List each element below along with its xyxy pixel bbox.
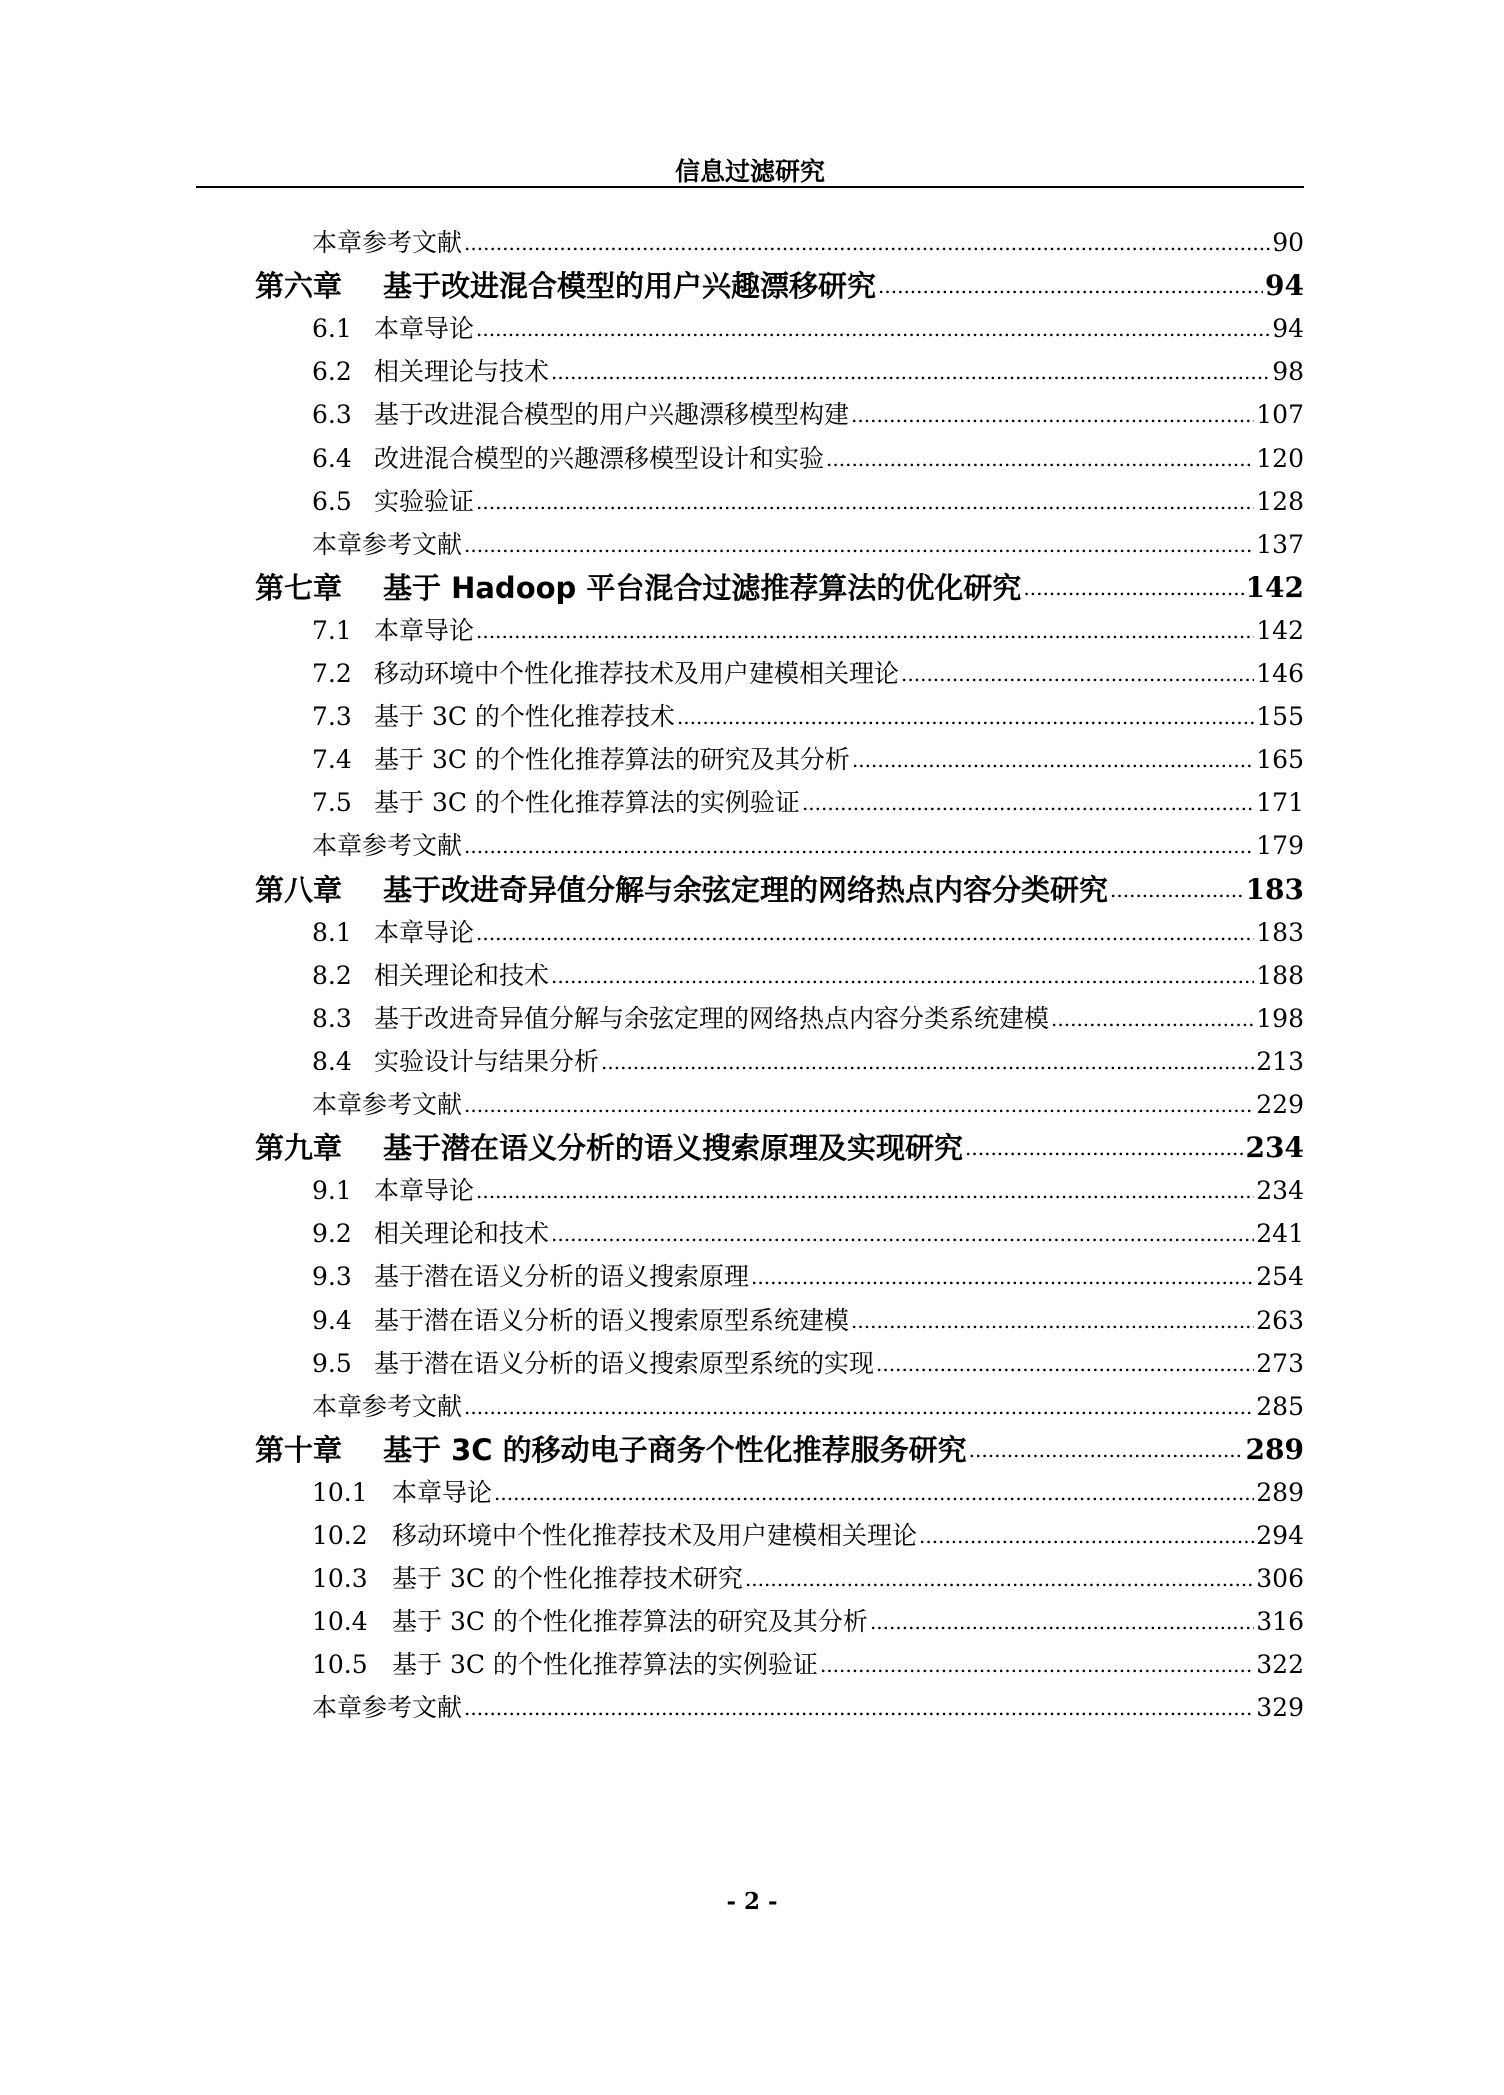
- toc-entry-title: 基于 3C 的个性化推荐技术研究: [392, 1564, 743, 1594]
- toc-leader-dots: [464, 1088, 1254, 1122]
- toc-entry-page: 155: [1256, 702, 1304, 732]
- toc-section-entry[interactable]: [312, 737, 1304, 777]
- toc-section-entry[interactable]: [312, 651, 1304, 691]
- toc-entry-title: 移动环境中个性化推荐技术及用户建模相关理论: [392, 1521, 918, 1550]
- toc-section-entry[interactable]: [312, 1211, 1304, 1251]
- toc-section-entry[interactable]: [312, 780, 1304, 820]
- toc-entry-page: 90: [1272, 228, 1304, 257]
- toc-leader-dots: [601, 1045, 1254, 1079]
- toc-leader-dots: [476, 614, 1254, 648]
- toc-entry-number: 9.5: [312, 1348, 352, 1378]
- toc-section-entry[interactable]: [312, 1556, 1304, 1596]
- toc-entry-number: 9.1: [312, 1176, 352, 1206]
- toc-leader-dots: [476, 916, 1254, 950]
- toc-entry-title: 基于 3C 的个性化推荐算法的实例验证: [392, 1650, 818, 1680]
- toc-section-entry[interactable]: [312, 694, 1304, 734]
- toc-entry-number: 7.3: [312, 702, 352, 732]
- toc-section-entry[interactable]: [312, 996, 1304, 1036]
- toc-entry-title: 相关理论和技术: [374, 960, 550, 990]
- toc-entry-number: 9.4: [312, 1305, 352, 1335]
- toc-section-entry[interactable]: [312, 1254, 1304, 1294]
- toc-entry-page: 322: [1256, 1650, 1304, 1680]
- toc-entry-page: 234: [1256, 1176, 1304, 1206]
- toc-entry-page: 294: [1256, 1521, 1304, 1550]
- toc-entry-title: 本章导论: [374, 917, 475, 947]
- toc-entry-page: 165: [1256, 745, 1304, 775]
- toc-entry-page: 137: [1256, 529, 1304, 559]
- toc-entry-page: 289: [1245, 1432, 1304, 1466]
- toc-entry-page: 183: [1256, 917, 1304, 947]
- toc-leader-dots: [551, 1217, 1254, 1251]
- toc-entry-title: 基于 3C 的个性化推荐技术: [374, 702, 675, 732]
- toc-leader-dots: [965, 1131, 1244, 1165]
- toc-entry-number: 6.4: [312, 443, 352, 473]
- toc-chapter-entry[interactable]: [255, 867, 1304, 907]
- toc-leader-dots: [677, 700, 1254, 734]
- toc-entry-title: 基于 Hadoop 平台混合过滤推荐算法的优化研究: [383, 570, 1022, 605]
- toc-entry-title: 相关理论和技术: [374, 1219, 550, 1249]
- toc-entry-page: 229: [1256, 1090, 1304, 1119]
- toc-entry-title: 基于 3C 的个性化推荐算法的实例验证: [374, 788, 800, 818]
- toc-entry-title: 基于改进奇异值分解与余弦定理的网络热点内容分类系统建模: [374, 1003, 1050, 1033]
- toc-entry-title: 本章参考文献: [312, 228, 463, 257]
- toc-entry-number: 6.5: [312, 486, 352, 516]
- toc-entry-number: 8.4: [312, 1046, 352, 1076]
- toc-entry-number: 6.3: [312, 400, 352, 430]
- toc-entry-number: 第九章: [255, 1131, 343, 1166]
- toc-entry-page: 179: [1256, 831, 1304, 861]
- toc-chapter-entry[interactable]: [255, 263, 1304, 303]
- header-rule: [196, 186, 1304, 188]
- toc-leader-dots: [851, 398, 1254, 432]
- toc-leader-dots: [464, 226, 1270, 260]
- toc-entry-title: 实验验证: [374, 486, 475, 516]
- toc-entry-number: 10.1: [312, 1477, 368, 1507]
- toc-entry-number: 8.1: [312, 917, 352, 947]
- toc-entry-page: 273: [1256, 1348, 1304, 1378]
- toc-section-entry[interactable]: [312, 392, 1304, 432]
- toc-entry-title: 基于改进奇异值分解与余弦定理的网络热点内容分类研究: [383, 872, 1109, 907]
- toc-entry-page: 213: [1256, 1046, 1304, 1076]
- toc-entry-page: 142: [1245, 570, 1304, 604]
- toc-leader-dots: [476, 312, 1270, 346]
- toc-entry-number: 9.2: [312, 1219, 352, 1249]
- toc-leader-dots: [901, 657, 1254, 691]
- toc-entry-number: 第八章: [255, 872, 343, 907]
- toc-section-entry[interactable]: [312, 953, 1304, 993]
- toc-entry-title: 基于 3C 的个性化推荐算法的研究及其分析: [392, 1607, 868, 1637]
- toc-section-entry[interactable]: [312, 608, 1304, 648]
- toc-leader-dots: [1051, 1002, 1254, 1036]
- toc-section-entry[interactable]: [312, 436, 1304, 476]
- toc-leader-dots: [464, 1691, 1254, 1725]
- toc-entry-title: 本章参考文献: [312, 1391, 463, 1421]
- toc-entry-title: 基于 3C 的移动电子商务个性化推荐服务研究: [383, 1432, 967, 1467]
- toc-leader-dots: [476, 485, 1254, 519]
- toc-entry-page: 198: [1256, 1003, 1304, 1033]
- toc-leader-dots: [1110, 873, 1244, 907]
- toc-entry-number: 第六章: [255, 269, 343, 304]
- toc-entry-title: 改进混合模型的兴趣漂移模型设计和实验: [374, 443, 825, 473]
- toc-entry-page: 128: [1256, 486, 1304, 516]
- toc-section-entry[interactable]: [312, 349, 1304, 389]
- toc-leader-dots: [745, 1562, 1254, 1596]
- toc-references-entry[interactable]: [312, 220, 1304, 260]
- toc-entry-page: 120: [1256, 443, 1304, 473]
- toc-references-entry[interactable]: [312, 1082, 1304, 1122]
- toc-section-entry[interactable]: [312, 1642, 1304, 1682]
- toc-entry-page: 188: [1256, 960, 1304, 990]
- toc-entry-title: 本章导论: [374, 1176, 475, 1206]
- toc-section-entry[interactable]: [312, 1298, 1304, 1338]
- toc-entry-number: 6.2: [312, 357, 352, 387]
- toc-entry-number: 9.3: [312, 1262, 352, 1292]
- toc-entry-number: 6.1: [312, 314, 352, 344]
- toc-entry-title: 基于 3C 的个性化推荐算法的研究及其分析: [374, 745, 850, 775]
- toc-section-entry[interactable]: [312, 479, 1304, 519]
- toc-entry-title: 本章导论: [374, 314, 475, 344]
- toc-section-entry[interactable]: [312, 1039, 1304, 1079]
- toc-entry-number: 10.2: [312, 1521, 368, 1550]
- toc-entry-title: 基于潜在语义分析的语义搜索原理及实现研究: [383, 1131, 964, 1166]
- toc-entry-page: 285: [1256, 1391, 1304, 1421]
- toc-entry-title: 本章导论: [374, 615, 475, 645]
- toc-section-entry[interactable]: [312, 1513, 1304, 1553]
- toc-leader-dots: [969, 1433, 1244, 1467]
- toc-entry-number: 8.3: [312, 1003, 352, 1033]
- toc-leader-dots: [826, 442, 1254, 476]
- toc-entry-page: 329: [1256, 1693, 1304, 1723]
- toc-section-entry[interactable]: [312, 1341, 1304, 1381]
- toc-leader-dots: [1023, 571, 1243, 605]
- toc-entry-page: 183: [1245, 872, 1304, 906]
- toc-entry-title: 本章参考文献: [312, 1090, 463, 1119]
- toc-entry-title: 相关理论与技术: [374, 357, 550, 387]
- toc-entry-page: 306: [1256, 1564, 1304, 1594]
- toc-leader-dots: [876, 1347, 1254, 1381]
- toc-leader-dots: [464, 1390, 1254, 1424]
- toc-leader-dots: [820, 1648, 1254, 1682]
- toc-entry-page: 98: [1272, 357, 1304, 387]
- toc-entry-title: 基于潜在语义分析的语义搜索原型系统的实现: [374, 1348, 875, 1378]
- toc-entry-title: 实验设计与结果分析: [374, 1046, 600, 1076]
- toc-entry-number: 8.2: [312, 960, 352, 990]
- toc-leader-dots: [751, 1260, 1254, 1294]
- toc-entry-title: 本章参考文献: [312, 831, 463, 861]
- toc-references-entry[interactable]: [312, 1685, 1304, 1725]
- toc-entry-number: 10.5: [312, 1650, 368, 1680]
- toc-entry-number: 第七章: [255, 570, 343, 605]
- toc-section-entry[interactable]: [312, 910, 1304, 950]
- toc-entry-number: 7.4: [312, 745, 352, 775]
- toc-entry-page: 142: [1256, 615, 1304, 645]
- toc-chapter-entry[interactable]: [255, 1427, 1304, 1467]
- toc-leader-dots: [551, 959, 1254, 993]
- toc-entry-title: 基于改进混合模型的用户兴趣漂移模型构建: [374, 400, 850, 430]
- toc-entry-page: 171: [1256, 788, 1304, 818]
- toc-entry-title: 基于潜在语义分析的语义搜索原型系统建模: [374, 1305, 850, 1335]
- toc-entry-number: 7.5: [312, 788, 352, 818]
- toc-leader-dots: [802, 786, 1254, 820]
- toc-entry-page: 234: [1245, 1131, 1304, 1165]
- toc-entry-page: 263: [1256, 1305, 1304, 1335]
- toc-entry-page: 254: [1256, 1262, 1304, 1292]
- toc-chapter-entry[interactable]: [255, 565, 1304, 605]
- toc-entry-number: 7.2: [312, 659, 352, 688]
- running-header-title: 信息过滤研究: [674, 157, 825, 186]
- toc-entry-title: 本章参考文献: [312, 529, 463, 559]
- toc-entry-title: 基于潜在语义分析的语义搜索原理: [374, 1262, 750, 1292]
- toc-section-entry[interactable]: [312, 1599, 1304, 1639]
- toc-entry-page: 94: [1265, 269, 1304, 303]
- toc-references-entry[interactable]: [312, 522, 1304, 562]
- toc-entry-number: 10.3: [312, 1564, 368, 1594]
- toc-section-entry[interactable]: [312, 306, 1304, 346]
- toc-entry-title: 本章导论: [392, 1477, 493, 1507]
- toc-entry-title: 本章参考文献: [312, 1693, 463, 1723]
- toc-entry-number: 7.1: [312, 615, 352, 645]
- toc-leader-dots: [464, 528, 1254, 562]
- toc-leader-dots: [464, 829, 1254, 863]
- toc-references-entry[interactable]: [312, 823, 1304, 863]
- toc-leader-dots: [878, 269, 1263, 303]
- toc-entry-number: 第十章: [255, 1432, 343, 1467]
- toc-leader-dots: [551, 355, 1270, 389]
- toc-entry-page: 241: [1256, 1219, 1304, 1249]
- toc-entry-page: 107: [1256, 400, 1304, 430]
- toc-leader-dots: [919, 1519, 1254, 1553]
- toc-leader-dots: [852, 743, 1254, 777]
- page-number: - 2 -: [726, 1888, 778, 1915]
- toc-section-entry[interactable]: [312, 1470, 1304, 1510]
- toc-section-entry[interactable]: [312, 1168, 1304, 1208]
- toc-entry-page: 316: [1256, 1607, 1304, 1637]
- toc-entry-page: 289: [1256, 1477, 1304, 1507]
- toc-references-entry[interactable]: [312, 1384, 1304, 1424]
- toc-leader-dots: [870, 1605, 1254, 1639]
- toc-leader-dots: [494, 1476, 1254, 1510]
- toc-entry-title: 移动环境中个性化推荐技术及用户建模相关理论: [374, 659, 900, 688]
- toc-entry-page: 94: [1272, 314, 1304, 344]
- toc-chapter-entry[interactable]: [255, 1125, 1304, 1165]
- toc-leader-dots: [476, 1174, 1254, 1208]
- toc-entry-page: 146: [1256, 659, 1304, 688]
- toc-entry-title: 基于改进混合模型的用户兴趣漂移研究: [383, 269, 877, 304]
- toc-entry-number: 10.4: [312, 1607, 368, 1637]
- toc-leader-dots: [851, 1304, 1254, 1338]
